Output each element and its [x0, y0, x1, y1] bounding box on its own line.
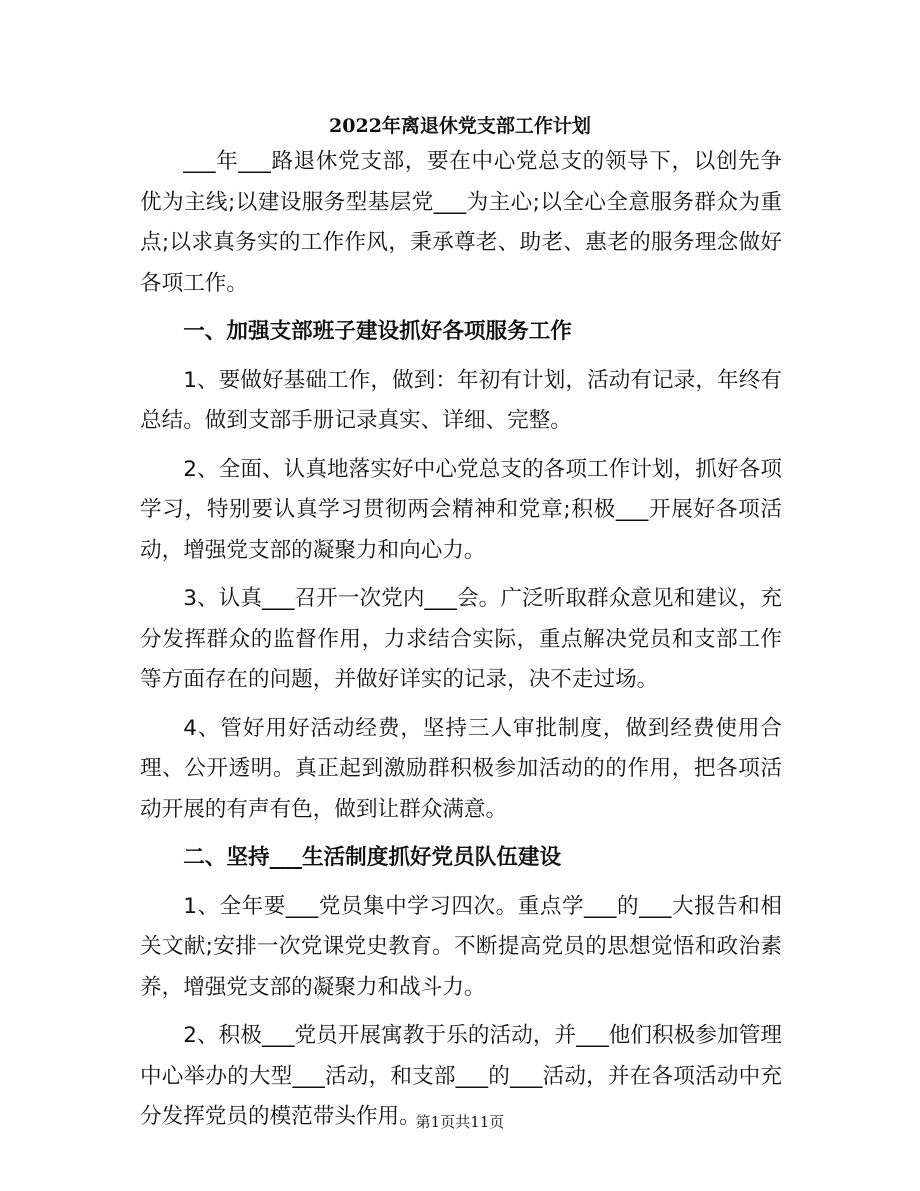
section-heading-2: 二、坚持___生活制度抓好党员队伍建设 — [183, 845, 562, 870]
section2-item-2: 2、积极___党员开展寓教于乐的活动，并___他们积极参加管理中心举办的大型___活动，和支部___的___活动，并在各项活动中充分发挥党员的模范带头作用。 — [140, 1023, 782, 1129]
section2-item-1: 1、全年要___党员集中学习四次。重点学___的___大报告和相关文献;安排一次党课党史教育。不断提高党员的思想觉悟和政治素养，增强党支部的凝聚力和战斗力。 — [140, 893, 782, 1000]
section-heading-1: 一、加强支部班子建设抓好各项服务工作 — [183, 319, 572, 344]
page-footer: 第1页共11页 — [415, 1113, 505, 1131]
document-title: 2022年离退休党支部工作计划 — [329, 115, 591, 137]
section1-item-4: 4、管好用好活动经费，坚持三人审批制度，做到经费使用合理、公开透明。真正起到激励群积极参加活动的的作用，把各项活动开展的有声有色，做到让群众满意。 — [140, 715, 782, 822]
section1-item-3: 3、认真___召开一次党内___会。广泛听取群众意见和建议，充分发挥群众的监督作用，力求结合实际，重点解决党员和支部工作等方面存在的问题，并做好详实的记录，决不走过场。 — [140, 586, 782, 692]
section1-item-1: 1、要做好基础工作，做到：年初有计划，活动有记录，年终有总结。做到支部手册记录真实、详细、完整。 — [140, 367, 782, 433]
intro-paragraph: ___年___路退休党支部，要在中心党总支的领导下，以创先争优为主线;以建设服务型基层党___为主心;以全心全意服务群众为重点;以求真务实的工作作风，秉承尊老、助老、惠老的服务理念做好各项工作。 — [140, 149, 782, 296]
section1-item-2: 2、全面、认真地落实好中心党总支的各项工作计划，抓好各项学习，特别要认真学习贯彻两会精神和党章;积极___开展好各项活动，增强党支部的凝聚力和向心力。 — [140, 456, 782, 563]
document-body — [140, 142, 782, 1146]
